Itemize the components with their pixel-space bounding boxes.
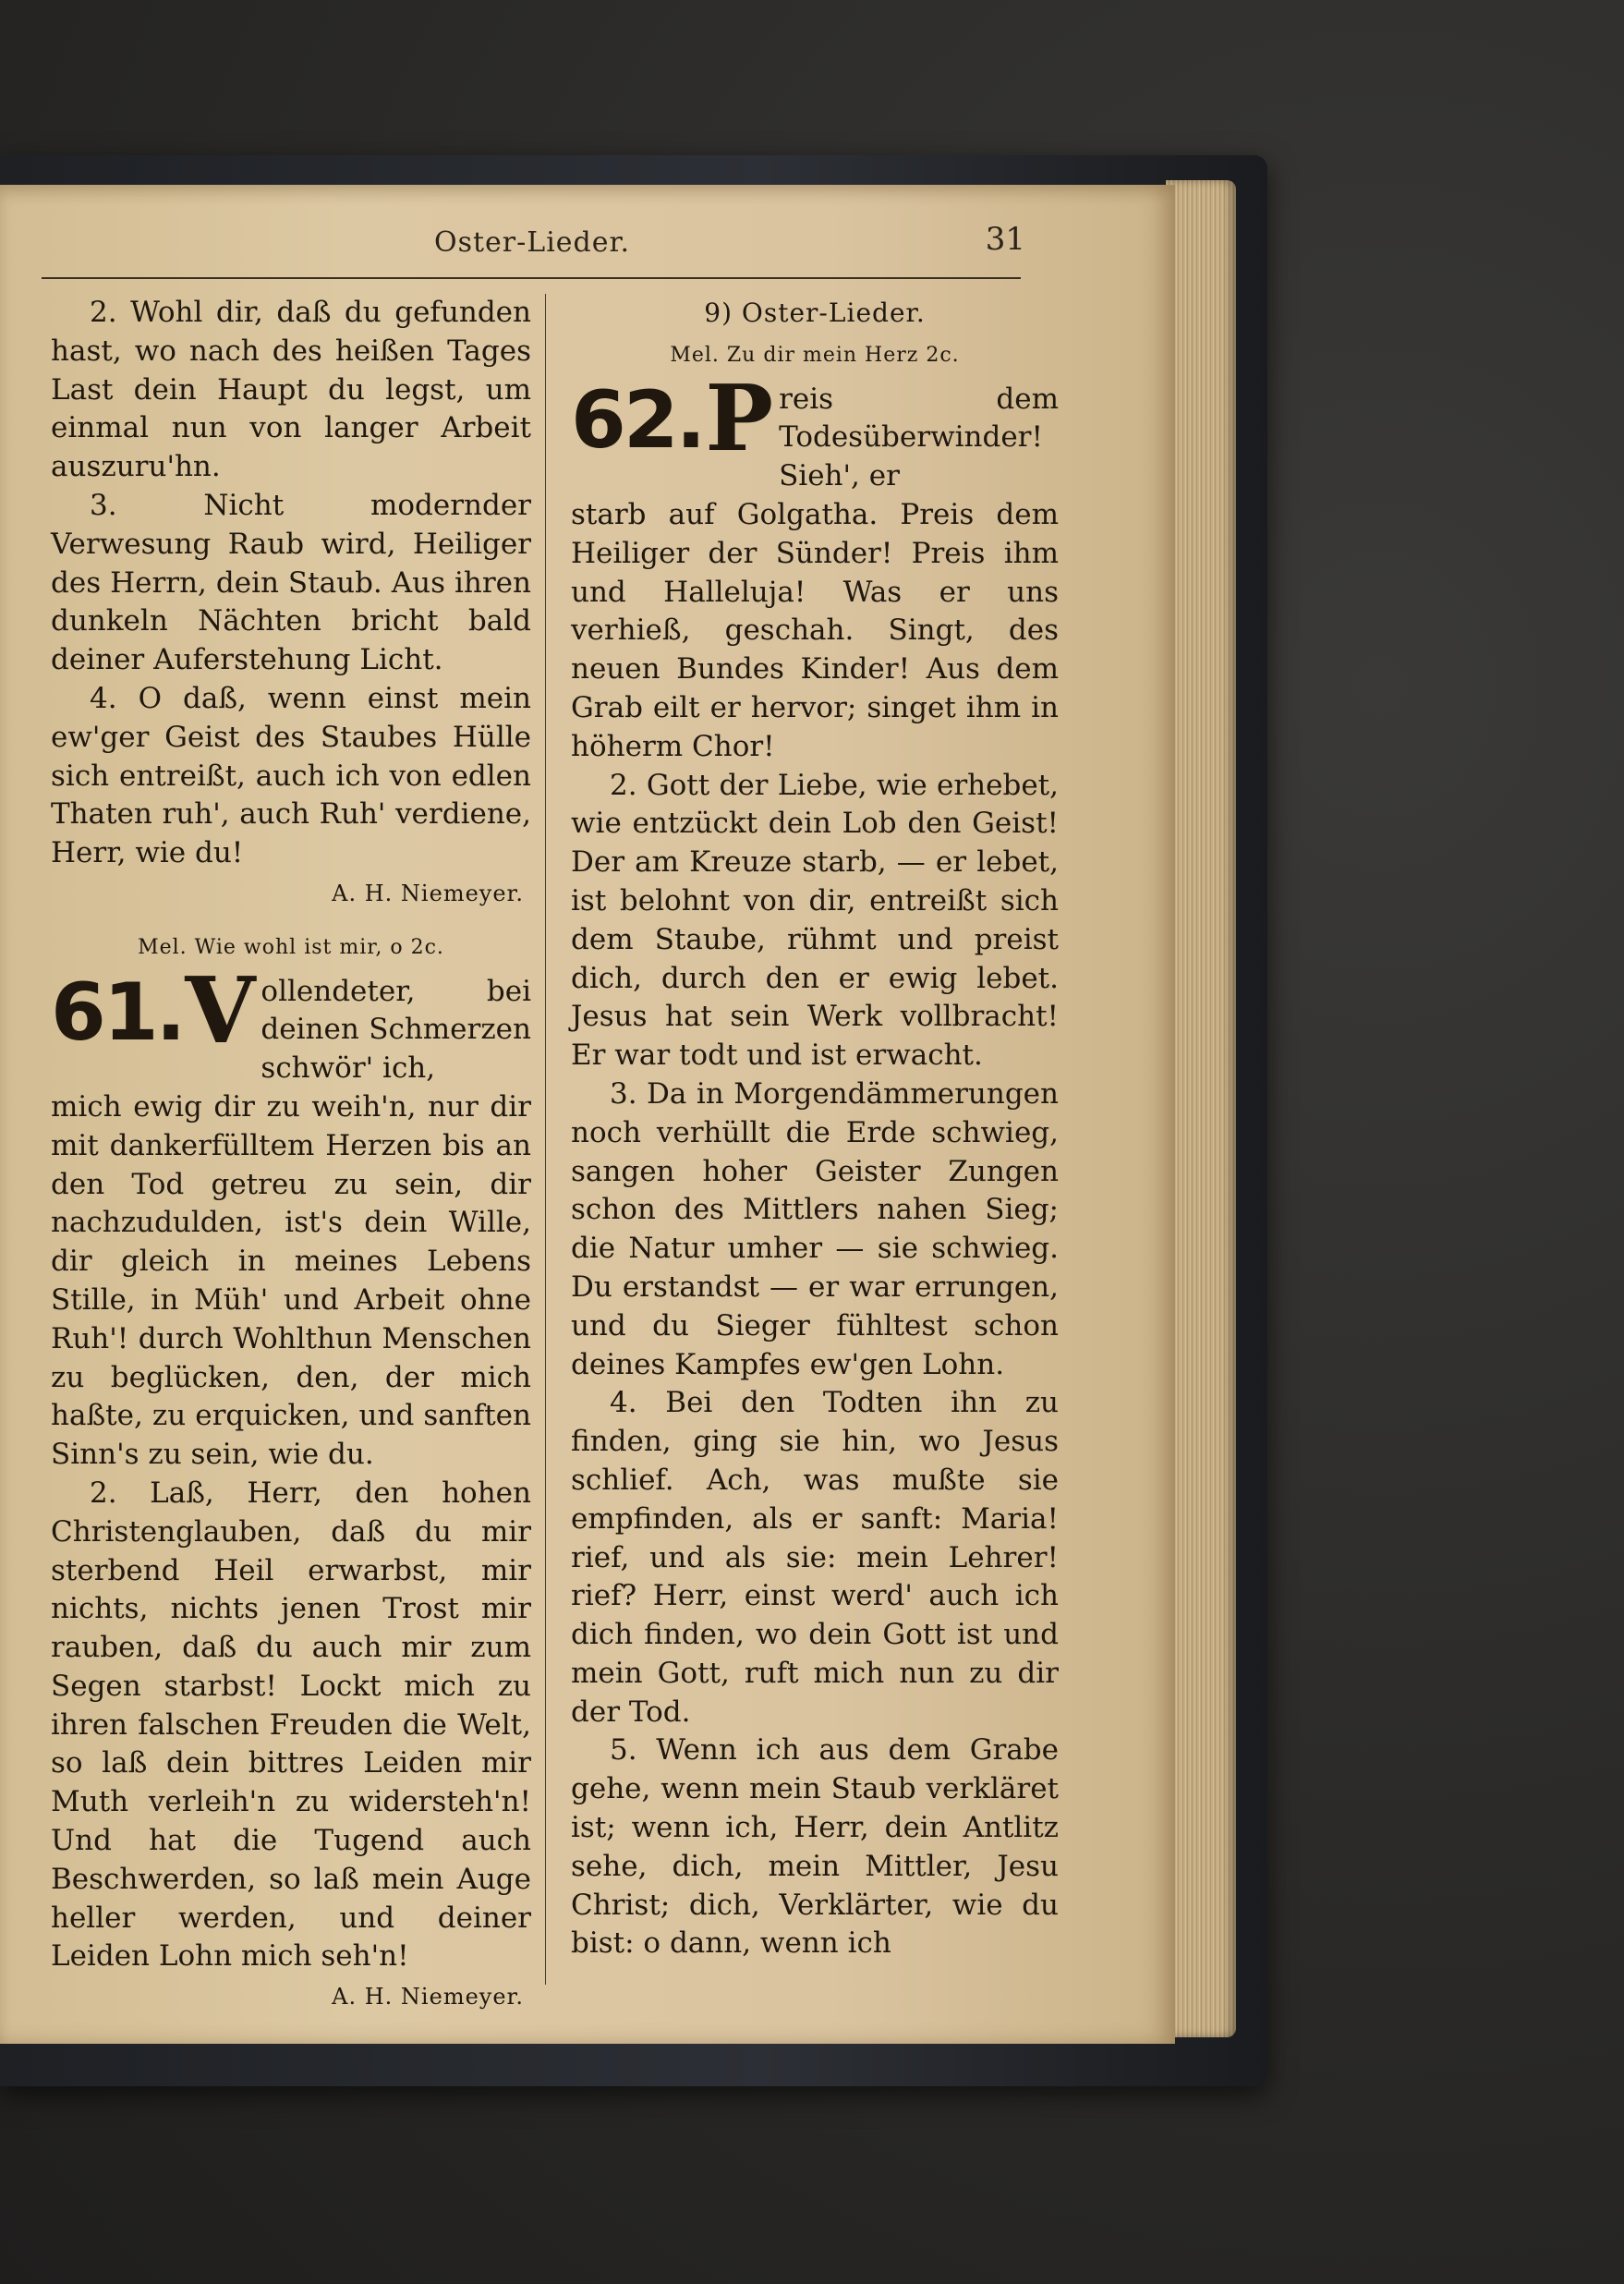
hymn-text: starb auf Golgatha. Preis dem Heiliger der Sünder! Preis ihm und Halleluja! Was er uns verhieß, geschah. Singt, des neuen Bundes Kinder! Aus dem Grab eilt er hervor; singet ihm in höherm Chor! xyxy=(571,497,1059,763)
stanza: 3. Nicht modernder Verwesung Raub wird, Heiliger des Herrn, dein Staub. Aus ihren dunkeln Nächten bricht bald deiner Auferstehung Licht. xyxy=(51,488,531,677)
author-signature: A. H. Niemeyer. xyxy=(332,1984,524,2011)
drop-cap: V xyxy=(185,957,256,1064)
hymn-text: mich ewig dir zu weih'n, nur dir mit dankerfülltem Herzen bis an den Tod getreu zu sein, dir nachzudulden, ist's dein Wille, dir gleich in meines Lebens Stille, in Müh' und Arbeit ohne Ruh'! durch Wohlthun Menschen zu beglücken, den, der mich haßte, zu erquicken, und sanften Sinn's zu sein, wie du. xyxy=(51,1089,531,1472)
stanza: 2. Gott der Liebe, wie erhebet, wie entzückt dein Lob den Geist! Der am Kreuze starb, — er lebet, ist belohnt von dir, entreißt sich dem Staube, rühmt und preist dich, durch den er ewig lebet. Jesus hat sein Werk vollbracht! Er war todt und ist erwacht. xyxy=(571,768,1059,1073)
left-column xyxy=(51,294,531,2032)
hymn-number: 62. xyxy=(571,373,704,467)
right-column xyxy=(571,294,1059,1963)
page-number: 31 xyxy=(985,221,1025,258)
page-header xyxy=(434,221,1025,273)
hymn-62-opening xyxy=(571,365,1059,496)
hymn-first-lines: reis dem Todesüberwinder! Sieh', er xyxy=(779,382,1059,493)
drop-cap: P xyxy=(705,365,774,472)
author-signature: A. H. Niemeyer. xyxy=(332,880,524,906)
stanza: 2. Wohl dir, daß du gefunden hast, wo nach des heißen Tages Last dein Haupt du legst, um einmal nun von langer Arbeit auszuru'hn. xyxy=(51,296,531,484)
stanza: 4. Bei den Todten ihn zu finden, ging sie hin, wo Jesus schlief. Ach, was mußte sie empfinden, als er sanft: Maria! rief, und als sie: mein Lehrer! rief? Herr, einst werd' auch ich dich finden, wo dein Gott ist und mein Gott, ruft mich nun zu dir der Tod. xyxy=(571,1386,1059,1729)
header-rule xyxy=(42,277,1021,279)
stanza: 3. Da in Morgendämmerungen noch verhüllt die Erde schwieg, sangen hoher Geister Zungen schon des Mittlers nahen Sieg; die Natur umher — sie schwieg. Du erstandst — er war errungen, und du Sieger fühltest schon deines Kampfes ew'gen Lohn. xyxy=(571,1076,1059,1381)
hymn-61-opening xyxy=(51,957,531,1088)
stanza: 5. Wenn ich aus dem Grabe gehe, wenn mein Staub verkläret ist; wenn ich, Herr, dein Antlitz sehe, dich, mein Mittler, Jesu Christ; dich, Verklärter, wie du bist: o dann, wenn ich xyxy=(571,1733,1059,1961)
stanza: 2. Laß, Herr, den hohen Christenglauben, daß du mir sterbend Heil erwarbst, mir nichts, nichts jenen Trost mir rauben, daß du auch mir zum Segen starbst! Lockt mich zu ihren falschen Freuden die Welt, so laß dein bittres Leiden mir Muth verleih'n zu widersteh'n! Und hat die Tugend auch Beschwerden, so laß mein Auge heller werden, und deiner Leiden Lohn mich seh'n! xyxy=(51,1476,531,1974)
melody-line: Mel. Wie wohl ist mir, o 2c. xyxy=(138,935,444,959)
hymn-first-lines: ollendeter, bei deinen Schmerzen schwör' ich, xyxy=(261,974,531,1086)
section-title: 9) Oster-Lieder. xyxy=(704,298,926,328)
stanza: 4. O daß, wenn einst mein ew'ger Geist des Staubes Hülle sich entreißt, auch ich von edlen Thaten ruh', auch Ruh' verdiene, Herr, wie du! xyxy=(51,681,531,870)
page-edges xyxy=(1166,180,1236,2037)
hymn-number: 61. xyxy=(51,966,184,1059)
melody-line: Mel. Zu dir mein Herz 2c. xyxy=(670,343,960,367)
running-head: Oster-Lieder. xyxy=(434,226,631,259)
column-divider xyxy=(545,294,546,1985)
